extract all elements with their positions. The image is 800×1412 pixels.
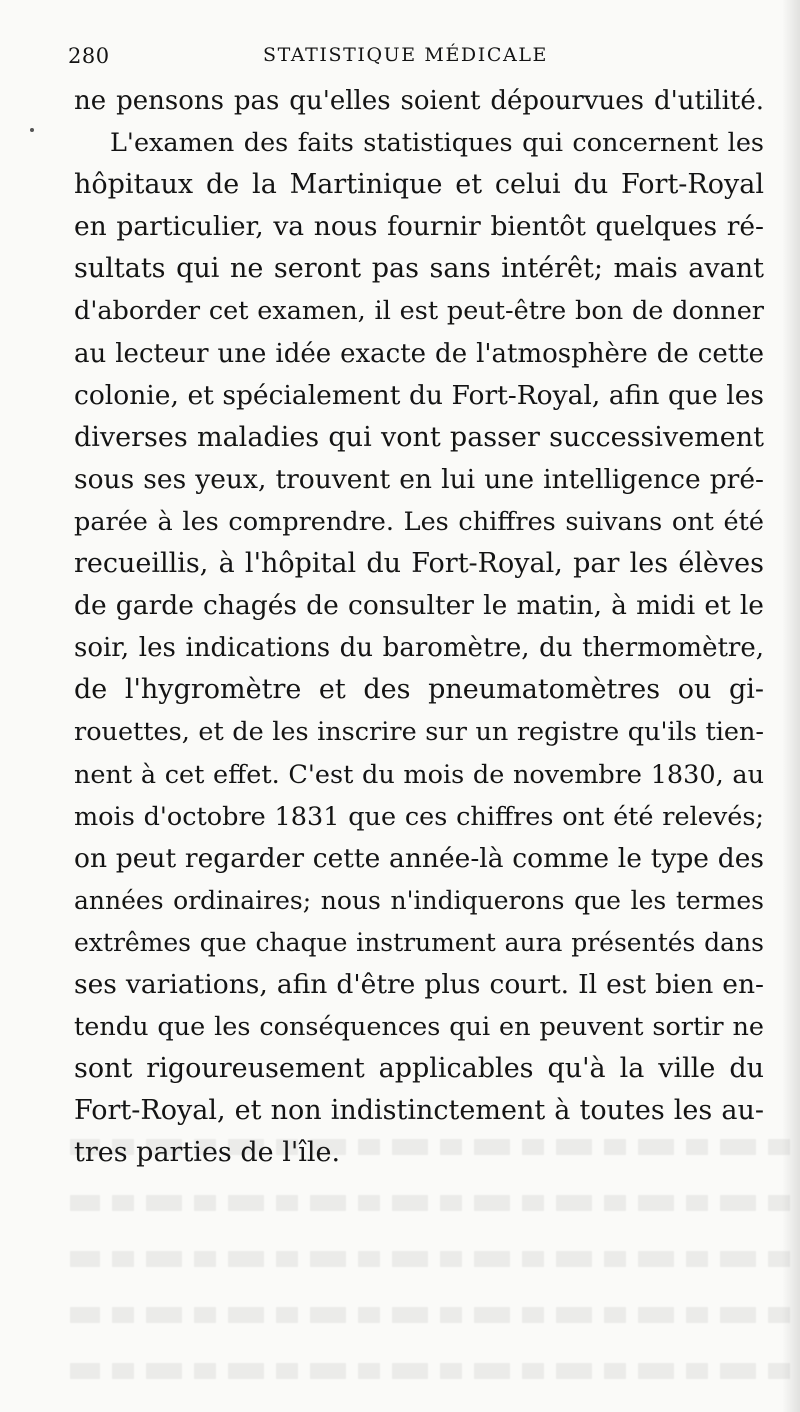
- text-line: colonie, et spécialement du Fort-Royal, afin que les: [74, 379, 764, 411]
- text-line: ses variations, afin d'être plus court. Il est bien en-: [74, 968, 764, 1000]
- text-line: sultats qui ne seront pas sans intérêt; mais avant: [74, 253, 764, 285]
- text-line: rouettes, et de les inscrire sur un registre qu'ils tien-: [74, 717, 764, 748]
- text-line: parée à les comprendre. Les chiffres suivans ont été: [74, 506, 764, 537]
- running-head: STATISTIQUE MÉDICALE: [263, 44, 549, 66]
- body-text: [74, 80, 764, 1174]
- text-line: ne pensons pas qu'elles soient dépourvues d'utilité.: [74, 86, 764, 116]
- page-number: 280: [68, 44, 110, 68]
- text-line: diverses maladies qui vont passer successivement: [74, 421, 764, 453]
- page-header: [68, 40, 758, 76]
- text-line: de garde chagés de consulter le matin, à midi et le: [74, 590, 764, 622]
- text-line: hôpitaux de la Martinique et celui du Fort-Royal: [74, 169, 764, 201]
- text-line: de l'hygromètre et des pneumatomètres ou gi-: [74, 674, 764, 706]
- text-line: L'examen des faits statistiques qui concernent les: [110, 128, 764, 159]
- text-line: sous ses yeux, trouvent en lui une intelligence pré-: [74, 463, 764, 495]
- text-line: années ordinaires; nous n'indiquerons que les termes: [74, 885, 764, 915]
- text-line: sont rigoureusement applicables qu'à la ville du: [74, 1053, 764, 1085]
- page-edge-shadow: [782, 0, 800, 1412]
- text-line: mois d'octobre 1831 que ces chiffres ont été relevés;: [74, 801, 764, 832]
- text-line: au lecteur une idée exacte de l'atmosphère de cette: [74, 338, 764, 369]
- text-line: tres parties de l'île.: [74, 1137, 341, 1169]
- text-line: on peut regarder cette année-là comme le type des: [74, 842, 764, 874]
- margin-speck: [30, 128, 34, 132]
- text-line: recueillis, à l'hôpital du Fort-Royal, par les élèves: [74, 548, 764, 580]
- text-line: nent à cet effet. C'est du mois de novembre 1830, au: [74, 759, 764, 790]
- text-line: tendu que les conséquences qui en peuvent sortir ne: [74, 1012, 764, 1043]
- text-line: Fort-Royal, et non indistinctement à toutes les au-: [74, 1095, 764, 1127]
- text-line: d'aborder cet examen, il est peut-être bon de donner: [74, 296, 764, 327]
- text-line: extrêmes que chaque instrument aura présentés dans: [74, 927, 764, 957]
- text-line: soir, les indications du baromètre, du thermomètre,: [74, 633, 764, 664]
- text-line: en particulier, va nous fournir bientôt quelques ré-: [74, 211, 764, 243]
